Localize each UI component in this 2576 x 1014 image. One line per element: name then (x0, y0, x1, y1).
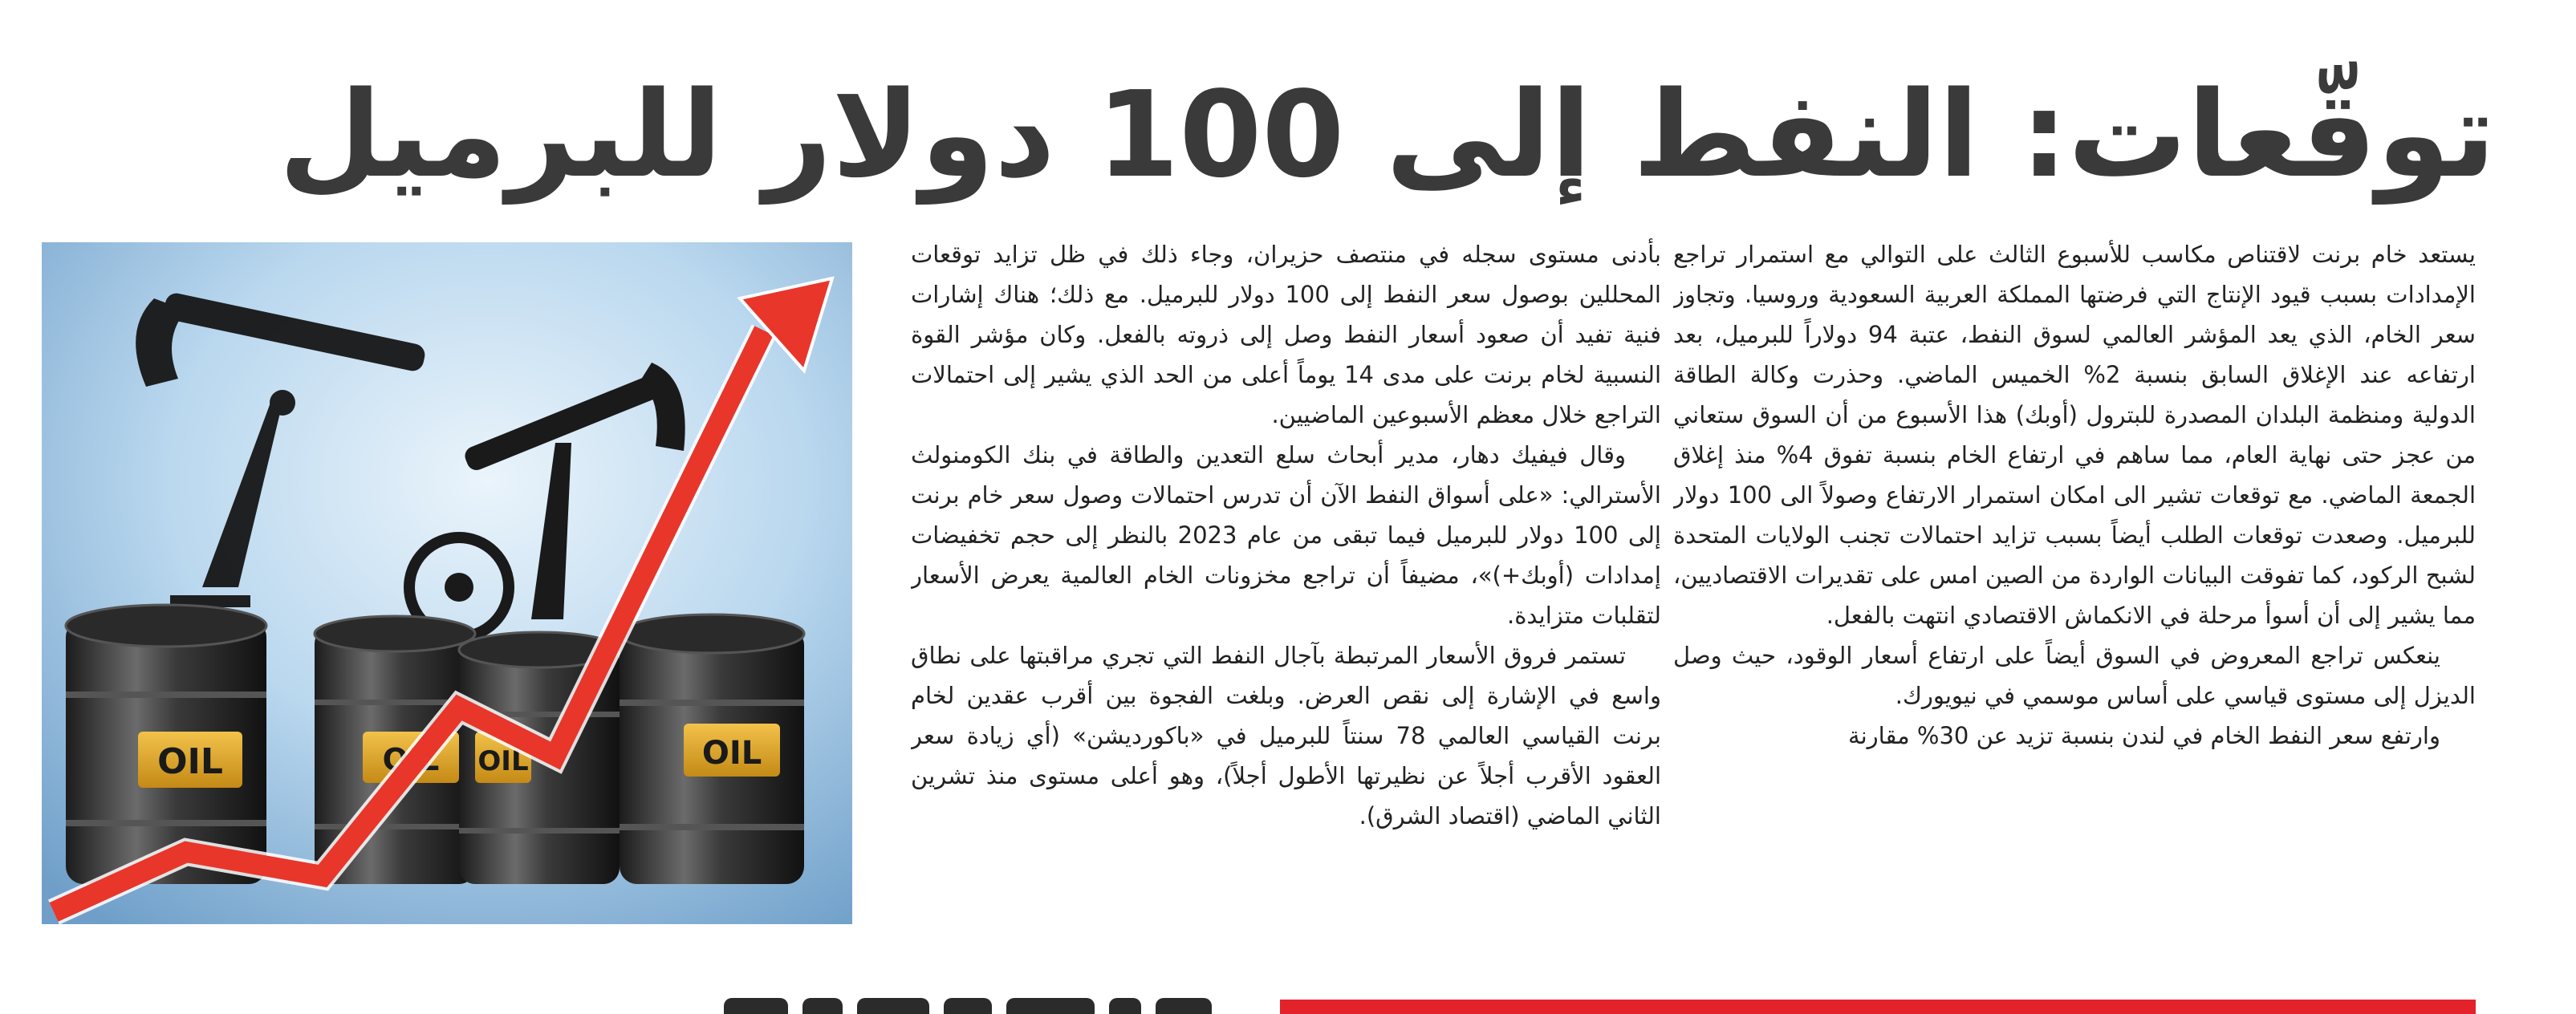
article-paragraph: بأدنى مستوى سجله في منتصف حزيران، وجاء ذلك في ظل تزايد توقعات المحللين بوصول سعر النفط إلى 100 دولار للبرميل. مع ذلك؛ هناك إشارات فنية تفيد أن صعود أسعار النفط وصل إلى ذروته بالفعل. وكان مؤشر القوة النسبية لخام برنت على مدى 14 يوماً أعلى من الحد الذي يشير إلى احتمالات التراجع خلال معظم الأسبوعين الماضيين. (911, 241, 1661, 428)
barrel-4 (620, 614, 804, 884)
barrel-label: OIL (382, 742, 440, 777)
article-paragraph: وارتفع سعر النفط الخام في لندن بنسبة تزيد عن 30% مقارنة (1848, 722, 2440, 749)
barrel-label: OIL (477, 745, 529, 777)
oil-barrels-photo (42, 242, 852, 924)
oil-barrels-illustration (42, 242, 852, 924)
barrel-1 (66, 605, 266, 884)
article-column-right (1673, 234, 2476, 932)
article-headline: توقّعات: النفط إلى 100 دولار للبرميل (278, 66, 2496, 204)
article-paragraph: يستعد خام برنت لاقتناص مكاسب للأسبوع الثالث على التوالي مع استمرار تراجع الإمدادات بسبب قيود الإنتاج التي فرضتها المملكة العربية السعودية وروسيا. وتجاوز سعر الخام، الذي يعد المؤشر العالمي لسوق النفط، عتبة 94 دولاراً للبرميل، بعد ارتفاعه عند الإغلاق السابق بنسبة 2% الخميس الماضي. وحذرت وكالة الطاقة الدولية ومنظمة البلدان المصدرة للبترول (أوبك) هذا الأسبوع من أن السوق ستعاني من عجز حتى نهاية العام، مما ساهم في ارتفاع الخام بنسبة تفوق 4% منذ إغلاق الجمعة الماضي. مع توقعات تشير الى امكان استمرار الارتفاع وصولاً الى 100 دولار للبرميل. وصعدت توقعات الطلب أيضاً بسبب تزايد احتمالات تجنب الولايات المتحدة لشبح الركود، كما تفوقت البيانات الواردة من الصين امس على تقديرات الاقتصاديين، مما يشير إلى أن أسوأ مرحلة في الانكماش الاقتصادي انتهت بالفعل. (1673, 241, 2476, 629)
article-paragraph: تستمر فروق الأسعار المرتبطة بآجال النفط التي تجري مراقبتها على نطاق واسع في الإشارة إلى نقص العرض. وبلغت الفجوة بين أقرب عقدين لخام برنت القياسي العالمي 78 سنتاً للبرميل في «باكورديشن» (أي زيادة سعر العقود الأقرب أجلاً عن نظيرتها الأطول أجلاً)، وهو أعلى مستوى منذ تشرين الثاني الماضي (اقتصاد الشرق). (911, 642, 1661, 829)
article-paragraph: ينعكس تراجع المعروض في السوق أيضاً على ارتفاع أسعار الوقود، حيث وصل الديزل إلى مستوى قياسي على أساس موسمي في نيويورك. (1673, 642, 2476, 709)
article-column-left (911, 234, 1661, 932)
barrel-label: OIL (157, 741, 223, 782)
barrel-label: OIL (701, 735, 762, 772)
section-divider-bar (1280, 1000, 2476, 1014)
next-headline-fragment (490, 992, 1212, 1014)
article-paragraph: وقال فيفيك دهار، مدير أبحاث سلع التعدين والطاقة في بنك الكومنولث الأسترالي: «على أسواق النفط الآن أن تدرس احتمالات وصول سعر خام برنت إلى 100 دولار للبرميل فيما تبقى من عام 2023 بالنظر إلى حجم تخفيضات إمدادات (أوبك+)»، مضيفاً أن تراجع مخزونات الخام العالمية يعرض الأسعار لتقلبات متزايدة. (911, 441, 1661, 629)
